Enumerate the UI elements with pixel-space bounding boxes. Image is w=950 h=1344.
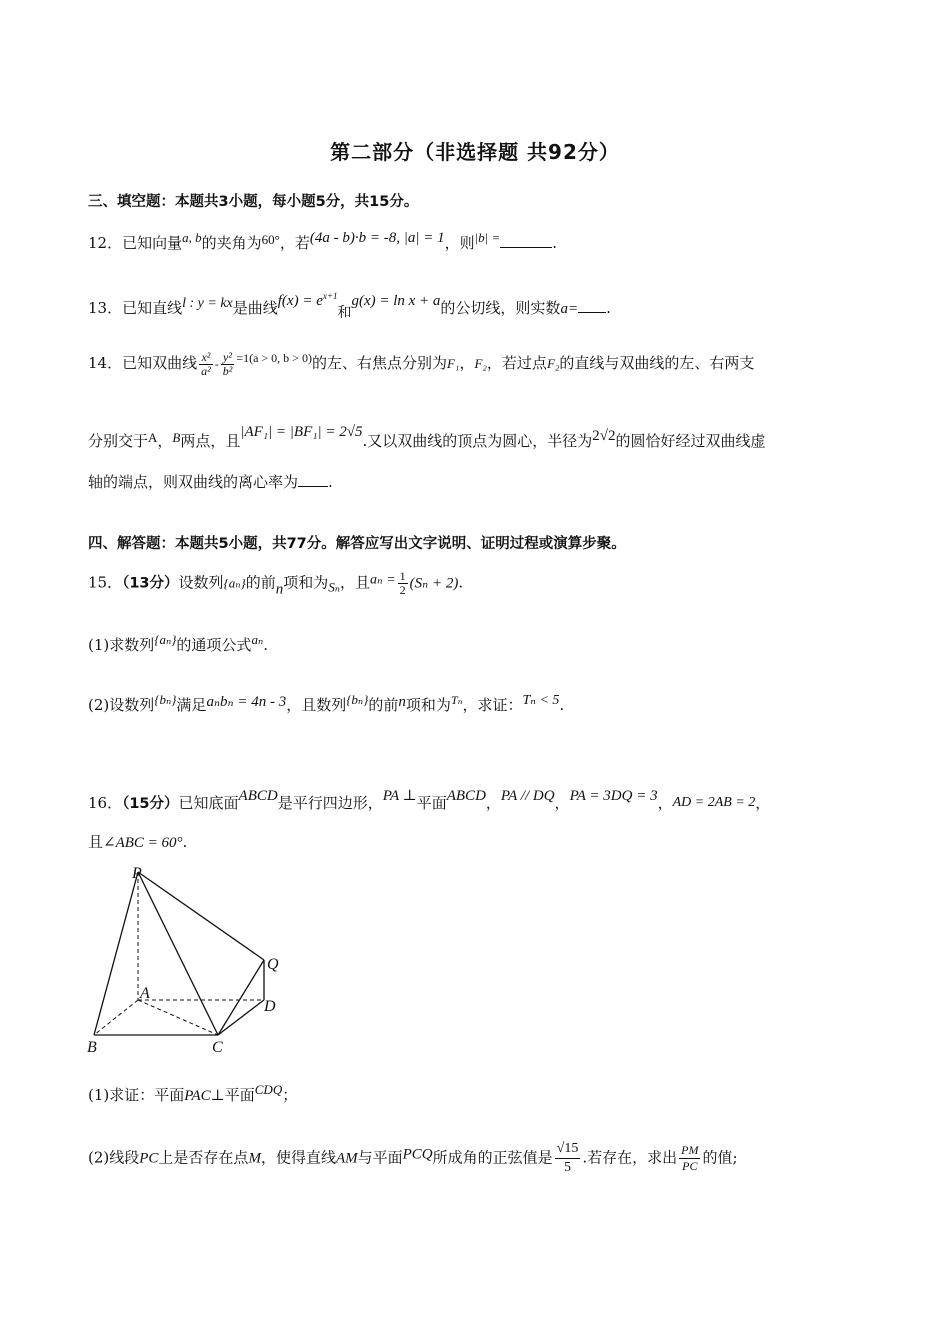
q16-base: ABCD: [238, 788, 278, 804]
q16-angle: ∠ABC = 60°: [103, 835, 183, 851]
q16-sep-2: ，: [554, 794, 570, 812]
question-13: [88, 286, 611, 323]
q14-point-b: B: [172, 430, 181, 445]
question-12: [88, 228, 557, 253]
q16-p2-m: M: [248, 1150, 261, 1167]
q12-text-3: ，若: [279, 234, 310, 252]
q16-p1-plane-pac: PAC: [184, 1088, 211, 1104]
question-15-part-1: [88, 630, 268, 655]
label-q: Q: [267, 956, 279, 973]
q14-radius: 2√2: [592, 428, 616, 444]
q13-answer-blank[interactable]: [578, 298, 606, 313]
q15-p2-text-1: (2)设数列: [88, 696, 155, 714]
q16-p2-text-6: .若存在，求出: [582, 1148, 678, 1167]
q16-pa-perp: PA ⊥: [382, 788, 417, 804]
q15-a-n: aₙ =: [370, 572, 396, 588]
q15-p1-term: aₙ: [251, 632, 264, 647]
section-heading-solutions: 四、解答题：本题共5小题，共77分。解答应写出文字说明、证明过程或演算步聚。: [88, 536, 626, 552]
q12-answer-label: |b| =: [474, 230, 501, 245]
q16-p1-text-1: (1)求证：平面: [88, 1086, 185, 1104]
q15-p1-text-2: 的通项公式: [176, 636, 252, 654]
q12-vectors: a, b: [182, 230, 202, 245]
q12-number: 12．: [88, 234, 123, 252]
q16-p2-am: AM: [335, 1150, 358, 1167]
q12-text-4: ，则: [444, 234, 475, 252]
q15-p1-seq: {aₙ}: [154, 632, 177, 647]
q14-text-9: 轴的端点，则双曲线的离心率为: [88, 473, 299, 491]
q14-condition: =1(a > 0, b > 0): [236, 351, 312, 365]
q16-sep-4: ，: [755, 794, 771, 812]
question-15-part-2: [88, 690, 564, 715]
q14-text-4: 的直线与双曲线的左、右两支: [559, 354, 755, 372]
q16-text-5: .: [182, 833, 188, 851]
q13-answer-label: a=: [560, 301, 579, 317]
q15-seq-a: {aₙ}: [223, 575, 246, 591]
q14-frac-x: $\frac{\text{x²}}{\text{a²}}$: [201, 349, 211, 378]
edge-ab-hidden: [94, 1000, 138, 1035]
q16-parallel: PA // DQ: [500, 788, 555, 804]
q14-focus-2b: F₂: [546, 356, 560, 371]
q16-sep-1: ，: [485, 794, 501, 812]
q16-number: 16．: [88, 794, 123, 812]
q14-focus-2: F₂: [474, 356, 487, 371]
q15-half: $\frac{1}{2}$: [399, 569, 406, 597]
q12-answer-blank[interactable]: [500, 233, 552, 248]
q14-focus-1: F₁: [446, 356, 460, 371]
q15-p2-text-7: .: [559, 696, 565, 714]
pyramid-figure: [80, 862, 300, 1062]
q15-n: n: [275, 581, 284, 598]
q16-ad-ab: AD = 2AB = 2: [672, 795, 756, 810]
q14-text-3: ，若过点: [486, 354, 547, 372]
question-16-line-2: [88, 832, 187, 853]
q16-text-1: 已知底面: [178, 794, 239, 812]
q13-text-4: 的公切线，则实数: [440, 299, 561, 317]
q16-p1-text-2: ⊥平面: [210, 1086, 255, 1104]
q13-text-3: 和: [337, 305, 352, 321]
q15-text-3: 项和为: [283, 573, 329, 592]
label-a: A: [140, 985, 150, 1002]
q13-curve-f: $f(x) = e^{x+1}$: [277, 291, 338, 309]
q15-p2-inequality: Tₙ < 5: [522, 693, 560, 708]
question-14-line-2: 分别交于A，B两点，且|AF₁| = |BF₁| = 2√5.又以双曲线的顶点为圆心，半径为2√2的圆恰好经过双曲线虚: [88, 424, 766, 450]
q13-curve-g: g(x) = ln x + a: [351, 293, 441, 309]
q16-p2-sine: $\frac{√15}{5}$: [556, 1141, 579, 1175]
q16-lengths: PA = 3DQ = 3: [569, 788, 658, 804]
q14-minus: -: [214, 357, 219, 371]
q14-text-7: .又以双曲线的顶点为圆心，半径为: [362, 432, 593, 450]
q12-text-5: .: [552, 234, 558, 252]
edge-pc: [138, 872, 218, 1035]
q14-text-5: 分别交于: [88, 432, 149, 450]
q15-p2-text-6: ，求证：: [462, 696, 523, 714]
question-16-part-2: [88, 1140, 738, 1177]
question-15: [88, 570, 463, 600]
q14-text-1: 已知双曲线: [122, 354, 198, 372]
q16-p2-text-7: 的值;: [702, 1148, 738, 1167]
q16-p2-text-2: 上是否存在点: [158, 1148, 249, 1167]
q13-text-5: .: [606, 299, 611, 317]
q16-p2-text-3: ，使得直线: [260, 1148, 336, 1167]
q15-p2-n: n: [398, 694, 406, 710]
q16-score: （15分）: [122, 796, 179, 812]
q15-score: （13分）: [122, 575, 179, 592]
q14-answer-blank[interactable]: [298, 472, 328, 487]
q14-comma: ，: [459, 354, 475, 372]
question-14-line-1: [88, 348, 754, 378]
q16-sep-3: ，: [657, 794, 673, 812]
q13-text-1: 已知直线: [122, 299, 183, 317]
edge-pq: [138, 872, 264, 960]
q15-p2-text-4: 的前: [368, 696, 399, 714]
q15-p2-relation: aₙbₙ = 4n - 3: [206, 694, 287, 710]
page-title: 第二部分（非选择题 共92分）: [330, 140, 620, 164]
q14-text-2: 的左、右焦点分别为: [311, 354, 447, 372]
edge-cd: [218, 1000, 264, 1035]
q15-text-5: .: [458, 573, 464, 592]
q12-condition: (4a - b)·b = -8, |a| = 1: [309, 230, 445, 246]
label-b: B: [87, 1039, 97, 1056]
q16-text-4: 且: [88, 833, 104, 851]
q14-frac-y: $\frac{\text{y²}}{\text{b²}}$: [222, 349, 233, 378]
question-16-part-1: [88, 1080, 297, 1106]
q15-text-1: 设数列: [178, 573, 224, 592]
label-d: D: [264, 998, 276, 1015]
q16-p2-plane-pcq: PCQ: [402, 1146, 433, 1163]
label-c: C: [212, 1039, 223, 1056]
q15-expr: (Sₙ + 2): [409, 575, 459, 592]
label-p: P: [132, 865, 142, 882]
q14-distance: |AF₁| = |BF₁| = 2√5: [240, 424, 363, 440]
question-14-line-3: [88, 472, 333, 492]
q14-number: 14．: [88, 354, 123, 372]
q16-p1-text-3: ；: [282, 1086, 298, 1104]
q15-p2-text-2: 满足: [176, 696, 207, 714]
q16-text-2: 是平行四边形，: [277, 794, 383, 812]
pyramid-diagram: [80, 862, 300, 1062]
q13-line: l : y = kx: [182, 296, 233, 311]
q15-p2-seq-b: {bₙ}: [154, 692, 177, 707]
q14-text-6: 两点，且: [180, 432, 241, 450]
q16-p1-plane-cdq: CDQ: [254, 1082, 283, 1097]
q15-p2-text-5: 项和为: [405, 696, 451, 714]
q16-plane: ABCD: [446, 788, 486, 804]
q15-sum-s: Sₙ: [328, 579, 341, 595]
section-heading-fill-in: 三、填空题：本题共3小题，每小题5分，共15分。: [88, 194, 419, 210]
q16-p2-text-1: (2)线段: [88, 1148, 140, 1167]
q15-p1-text-1: (1)求数列: [88, 636, 155, 654]
q12-text-1: 已知向量: [122, 234, 183, 252]
q12-text-2: 的夹角为: [201, 234, 262, 252]
q15-text-4: ，且: [340, 573, 371, 592]
q14-text-10: .: [328, 473, 333, 491]
q16-p2-ratio: $\frac{PM}{PC}$: [681, 1143, 699, 1173]
q15-p2-text-3: ，且数列: [286, 696, 347, 714]
edge-pb: [94, 872, 138, 1035]
q14-point-a: A: [148, 430, 158, 445]
q14-text-8: 的圆恰好经过双曲线虚: [615, 432, 766, 450]
edge-qc: [218, 960, 264, 1035]
q15-text-2: 的前: [245, 573, 276, 592]
q13-text-2: 是曲线: [232, 299, 278, 317]
q16-p2-text-4: 与平面: [357, 1148, 403, 1167]
question-16: [88, 786, 770, 814]
q13-number: 13．: [88, 299, 123, 317]
q15-number: 15．: [88, 573, 123, 592]
q15-p2-sum-t: Tₙ: [450, 693, 463, 707]
q16-text-3: 平面: [416, 794, 447, 812]
q15-p2-seq-b2: {bₙ}: [346, 692, 369, 707]
q15-p1-text-3: .: [263, 636, 268, 654]
q16-p2-pc: PC: [139, 1150, 159, 1167]
q16-p2-text-5: 所成角的正弦值是: [432, 1148, 553, 1167]
q12-angle: 60°: [261, 232, 280, 247]
edge-ac-hidden: [138, 1000, 218, 1035]
